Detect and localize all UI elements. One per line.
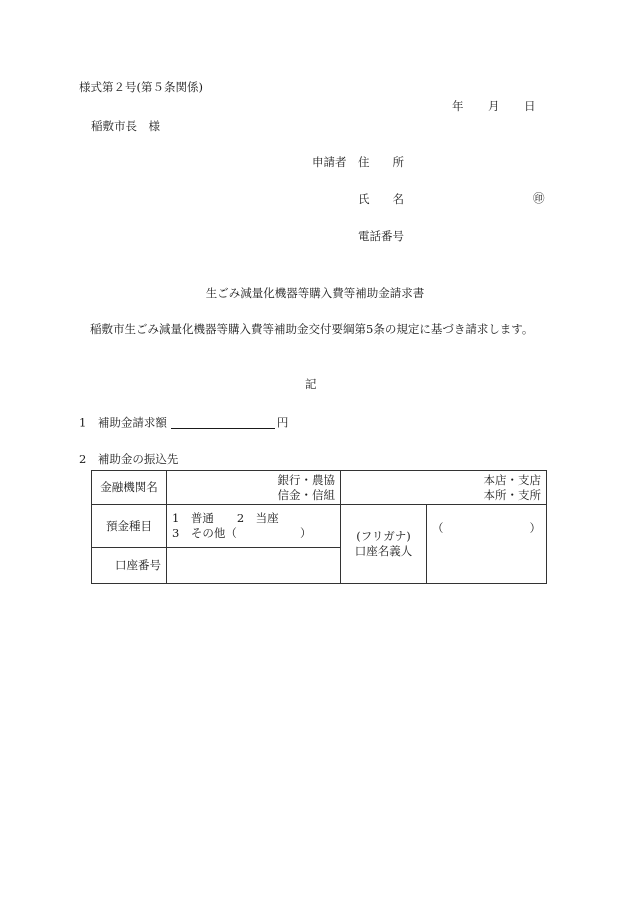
item1-label: 1 補助金請求額 (79, 415, 167, 430)
bank-types-line2: 信金・信組 (277, 487, 335, 502)
amount-blank-field[interactable] (171, 417, 275, 429)
bank-types-line1: 銀行・農協 (277, 472, 335, 487)
branch-line1: 本店・支店 (483, 472, 541, 487)
ki-heading: 記 (305, 377, 317, 391)
bank-transfer-table (91, 470, 547, 584)
holder-kana-label: (フリガナ) (356, 529, 411, 544)
item2-label: 2 補助金の振込先 (79, 452, 179, 466)
addressee: 稲敷市長 様 (91, 119, 160, 133)
deposit-other-prefix: 3 その他（ (172, 525, 237, 540)
address-label: 住 所 (358, 155, 404, 169)
account-number-label: 口座番号 (92, 547, 167, 583)
branch-line2: 本所・支所 (483, 487, 541, 502)
deposit-type-options[interactable] (167, 505, 341, 547)
date-year: 年 (452, 99, 464, 113)
account-holder-label-cell (341, 505, 427, 584)
deposit-option-1: 1 普通 2 当座 (172, 511, 279, 526)
holder-paren-close: ） (529, 521, 541, 536)
seal-mark: ㊞ (533, 191, 545, 205)
deposit-type-label: 預金種目 (92, 505, 167, 547)
document-title: 生ごみ減量化機器等購入費等補助金請求書 (205, 286, 425, 300)
account-number-field[interactable] (167, 547, 341, 583)
institution-label: 金融機関名 (92, 471, 167, 505)
name-label: 氏 名 (358, 192, 404, 206)
form-number: 様式第２号(第５条関係) (79, 80, 203, 94)
deposit-option-2 (172, 526, 335, 541)
account-holder-field[interactable] (427, 505, 547, 584)
deposit-other-suffix: ） (300, 525, 312, 540)
date-month: 月 (488, 99, 500, 113)
holder-label: 口座名義人 (354, 544, 413, 559)
item1-unit: 円 (276, 415, 289, 430)
phone-label: 電話番号 (358, 229, 404, 243)
branch-cell[interactable] (341, 471, 547, 505)
body-text: 稲敷市生ごみ減量化機器等購入費等補助金交付要綱第5条の規定に基づき請求します。 (90, 322, 534, 336)
item1-line (79, 417, 288, 429)
date-day: 日 (524, 99, 536, 113)
applicant-label: 申請者 (312, 155, 347, 169)
bank-type-cell[interactable] (167, 471, 341, 505)
holder-paren-open: （ (432, 521, 444, 536)
